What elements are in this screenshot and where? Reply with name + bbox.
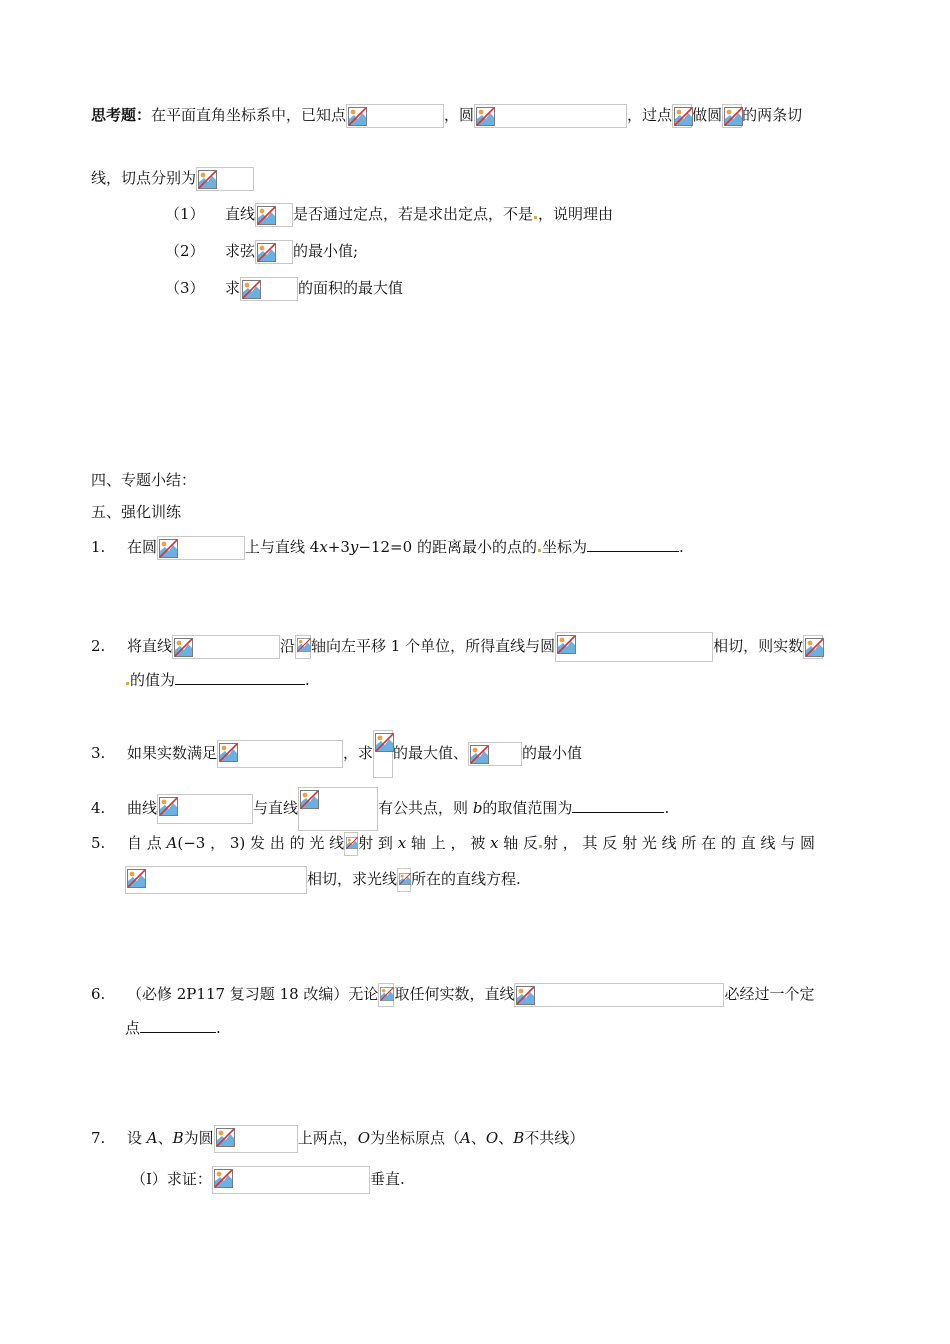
problem-5 xyxy=(91,832,815,856)
broken-image-icon xyxy=(380,986,394,1002)
think-text-2: ，圆 xyxy=(444,106,475,124)
think-text-4: 做圆 xyxy=(692,106,723,124)
think-q2 xyxy=(165,240,358,264)
problem-number: 3. xyxy=(91,744,106,762)
answer-blank[interactable] xyxy=(587,535,679,552)
problem-2-cont xyxy=(125,668,310,690)
p6-text-c: 必经过一个定 xyxy=(724,985,815,1003)
broken-image-icon xyxy=(805,638,824,657)
broken-image-icon xyxy=(300,790,319,809)
broken-image-icon xyxy=(557,635,576,654)
p7-text-b: 为圆 xyxy=(183,1129,214,1147)
p1-text-b: 上与直线 4 xyxy=(245,538,320,556)
p5-text-d: 轴 上 ， 被 xyxy=(406,834,490,852)
p5-text-b: (−3 ， 3) 发 出 的 光 线 xyxy=(177,834,345,852)
p1-var-y: y xyxy=(349,538,359,556)
q1-number: （1） xyxy=(165,205,205,223)
problem-number: 4. xyxy=(91,799,106,817)
p5-text-e: 轴 反 xyxy=(498,834,539,852)
p7-text-e: 不共线） xyxy=(524,1129,585,1147)
broken-image-icon xyxy=(219,743,238,762)
formula-image xyxy=(378,983,394,1007)
problem-number: 2. xyxy=(91,637,106,655)
problem-6-cont xyxy=(125,1016,221,1038)
problem-6 xyxy=(91,983,814,1007)
p1-text-e: 坐标为 xyxy=(541,538,587,556)
p4-text-d: 的取值范围为 xyxy=(482,799,573,817)
p7-sep: 、 xyxy=(157,1129,173,1147)
broken-image-icon xyxy=(242,280,261,299)
formula-image xyxy=(214,1125,298,1153)
p7-part-1-label: （Ⅰ）求证： xyxy=(131,1170,212,1188)
problem-2 xyxy=(91,632,823,662)
problem-number: 7. xyxy=(91,1129,106,1147)
p5-text-a: 自 点 xyxy=(127,834,167,852)
q1-text-b: 是否通过定点，若是求出定点，不是 xyxy=(293,205,534,223)
answer-blank[interactable] xyxy=(140,1016,216,1033)
problem-4 xyxy=(91,787,669,831)
p4-text-a: 曲线 xyxy=(127,799,158,817)
think-text-6: 线，切点分别为 xyxy=(91,169,197,187)
broken-image-icon xyxy=(375,733,394,752)
formula-image xyxy=(373,730,393,778)
q2-text-b: 的最小值; xyxy=(293,242,359,260)
broken-image-icon xyxy=(470,745,489,764)
p1-text-c: +3 xyxy=(327,538,350,556)
p1-text-d: −12=0 的距离最小的点的 xyxy=(358,538,537,556)
broken-image-icon xyxy=(257,243,276,262)
formula-image xyxy=(555,632,713,662)
formula-image xyxy=(514,983,724,1007)
section-5-heading: 五、强化训练 xyxy=(91,503,182,521)
answer-blank[interactable] xyxy=(572,796,664,813)
p5-text-h: 所在的直线方程. xyxy=(411,870,521,888)
p5-text-g: 相切，求光线 xyxy=(307,870,398,888)
p7-var-o: O xyxy=(357,1129,371,1147)
problem-3 xyxy=(91,730,582,778)
p6-text-d: 点 xyxy=(125,1019,141,1037)
formula-image xyxy=(295,635,311,659)
p1-text-f: . xyxy=(678,538,684,556)
broken-image-icon xyxy=(198,170,217,189)
p7-sep: 、 xyxy=(498,1129,514,1147)
problem-1 xyxy=(91,535,684,560)
formula-image xyxy=(255,203,293,227)
q1-text-c: ，说明理由 xyxy=(538,205,614,223)
formula-image xyxy=(157,536,245,560)
formula-image xyxy=(468,742,522,766)
broken-image-icon xyxy=(257,206,276,225)
formula-image xyxy=(474,104,627,128)
section-4-heading: 四、专题小结： xyxy=(91,471,197,489)
think-line-2 xyxy=(91,167,254,191)
p4-var-b: b xyxy=(472,799,483,817)
formula-image xyxy=(344,832,358,856)
think-text-1: 在平面直角坐标系中，已知点 xyxy=(151,106,347,124)
p7-text-d: 为坐标原点（ xyxy=(370,1129,461,1147)
broken-image-icon xyxy=(159,539,178,558)
p4-text-c: 有公共点，则 xyxy=(378,799,473,817)
broken-image-icon xyxy=(214,1169,233,1188)
q3-number: （3） xyxy=(165,279,205,297)
formula-image xyxy=(217,740,343,768)
think-q3 xyxy=(165,277,403,301)
p2-text-c: 轴向左平移 1 个单位，所得直线与圆 xyxy=(311,637,556,655)
p7-text-a: 设 xyxy=(127,1129,147,1147)
p1-text-a: 在圆 xyxy=(127,538,158,556)
p7-var-b: B xyxy=(513,1129,525,1147)
q3-text-a: 求 xyxy=(225,279,241,297)
p5-var-a: A xyxy=(166,834,178,852)
think-label: 思考题： xyxy=(91,106,152,124)
broken-image-icon xyxy=(399,871,411,887)
p7-var-a: A xyxy=(146,1129,158,1147)
think-line-1 xyxy=(91,104,802,128)
p3-text-d: 的最小值 xyxy=(522,744,583,762)
p4-text-b: 与直线 xyxy=(253,799,299,817)
broken-image-icon xyxy=(674,107,693,126)
p4-text-e: . xyxy=(664,799,670,817)
formula-image xyxy=(722,104,742,128)
p7-var-o: O xyxy=(485,1129,499,1147)
p5-var-x: x xyxy=(490,834,499,852)
q3-text-b: 的面积的最大值 xyxy=(298,279,404,297)
p7-var-b: B xyxy=(172,1129,184,1147)
q1-text-a: 直线 xyxy=(225,205,256,223)
formula-image xyxy=(196,167,254,191)
broken-image-icon xyxy=(127,869,146,888)
problem-7-part-1 xyxy=(131,1166,405,1194)
p2-text-b: 沿 xyxy=(280,637,296,655)
broken-image-icon xyxy=(159,797,178,816)
problem-7 xyxy=(91,1125,584,1153)
think-q1 xyxy=(165,203,613,227)
p6-text-b: 取任何实数，直线 xyxy=(394,985,515,1003)
problem-number: 1. xyxy=(91,538,106,556)
think-text-5: 的两条切 xyxy=(742,106,803,124)
formula-image xyxy=(672,104,692,128)
broken-image-icon xyxy=(476,107,495,126)
formula-image xyxy=(172,635,280,659)
p7-part-1-end: 垂直. xyxy=(369,1170,405,1188)
broken-image-icon xyxy=(297,638,311,652)
problem-number: 5. xyxy=(91,834,106,852)
formula-image xyxy=(212,1166,370,1194)
q2-number: （2） xyxy=(165,242,205,260)
p5-text-c: 射 到 xyxy=(358,834,398,852)
p6-text-e: . xyxy=(216,1019,221,1037)
broken-image-icon xyxy=(346,835,358,851)
p2-text-a: 将直线 xyxy=(127,637,173,655)
broken-image-icon xyxy=(174,638,193,657)
think-text-3: ，过点 xyxy=(627,106,673,124)
p6-text-a: （必修 2P117 复习题 18 改编）无论 xyxy=(127,985,379,1003)
p7-var-a: A xyxy=(460,1129,471,1147)
p2-text-f: . xyxy=(305,671,310,689)
q2-text-a: 求弦 xyxy=(225,242,256,260)
p5-text-f: 射 ， 其 反 射 光 线 所 在 的 直 线 与 圆 xyxy=(543,834,816,852)
answer-blank[interactable] xyxy=(175,668,305,685)
p2-text-d: 相切，则实数 xyxy=(713,637,804,655)
formula-image xyxy=(803,635,823,659)
p3-text-a: 如果实数满足 xyxy=(127,744,218,762)
p1-var-x: x xyxy=(319,538,328,556)
problem-5-cont xyxy=(125,866,521,894)
p2-text-e: 的值为 xyxy=(130,671,176,689)
formula-image xyxy=(397,868,411,892)
p3-text-b: ，求 xyxy=(343,744,374,762)
formula-image xyxy=(298,787,378,831)
formula-image xyxy=(255,240,293,264)
problem-number: 6. xyxy=(91,985,106,1003)
formula-image xyxy=(125,866,307,894)
p3-text-c: 的最大值、 xyxy=(393,744,469,762)
broken-image-icon xyxy=(516,986,535,1005)
formula-image xyxy=(346,104,444,128)
broken-image-icon xyxy=(724,107,743,126)
p7-sep: 、 xyxy=(470,1129,486,1147)
formula-image xyxy=(240,277,298,301)
broken-image-icon xyxy=(348,107,367,126)
p5-var-x: x xyxy=(397,834,407,852)
formula-image xyxy=(157,794,253,824)
broken-image-icon xyxy=(216,1128,235,1147)
p7-text-c: 上两点， xyxy=(297,1129,358,1147)
